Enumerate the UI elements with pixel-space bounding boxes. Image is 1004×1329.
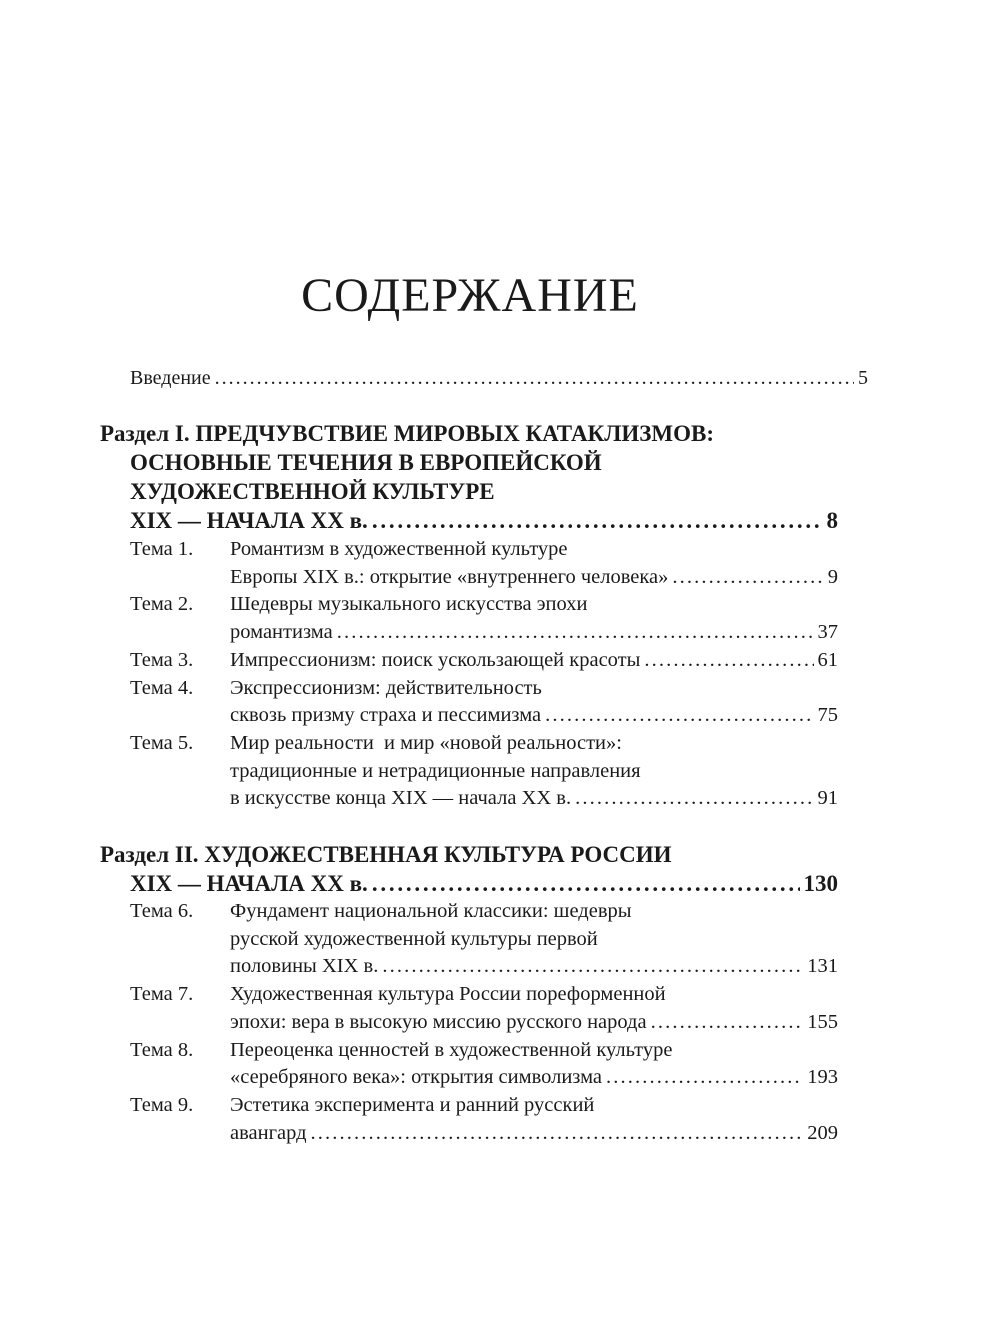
topic-line: Фундамент национальной классики: шедевры — [230, 900, 632, 922]
topic-label: Тема 9. — [130, 1093, 194, 1116]
page-number: 5 — [858, 367, 868, 389]
topic-label: Тема 2. — [130, 593, 194, 616]
toc-topic-7[interactable] — [100, 981, 838, 1036]
topic-line: авангард — [230, 1121, 307, 1144]
topic-line: романтизма — [230, 621, 333, 644]
toc-topic-1[interactable] — [100, 536, 838, 591]
dot-leader — [215, 364, 854, 392]
topic-line: Переоценка ценностей в художественной культуре — [230, 1038, 673, 1061]
topic-list-1 — [100, 536, 838, 813]
dot-leader — [606, 1064, 803, 1092]
topic-label: Тема 3. — [130, 648, 194, 671]
section-heading-line: ХУДОЖЕСТВЕННОЙ КУЛЬТУРЕ — [130, 479, 495, 504]
toc-topic-4[interactable] — [100, 675, 838, 730]
section-heading-line: Раздел I. ПРЕДЧУВСТВИЕ МИРОВЫХ КАТАКЛИЗМОВ: — [100, 421, 715, 446]
section-heading-line: ОСНОВНЫЕ ТЕЧЕНИЯ В ЕВРОПЕЙСКОЙ — [130, 450, 602, 475]
dot-leader — [372, 506, 823, 535]
topic-label: Тема 5. — [130, 731, 194, 754]
dot-leader — [382, 953, 803, 981]
page-title: СОДЕРЖАНИЕ — [301, 269, 639, 322]
toc-entry-intro[interactable] — [100, 364, 868, 392]
page-number: 8 — [826, 508, 838, 533]
dot-leader — [372, 869, 800, 898]
topic-line: Экспрессионизм: действительность — [230, 676, 542, 699]
section-heading-line: XIX — НАЧАЛА XX в. — [130, 508, 368, 533]
dot-leader — [337, 619, 814, 647]
page-number: 9 — [827, 565, 838, 588]
topic-label: Тема 4. — [130, 676, 194, 699]
topic-line: «серебряного века»: открытия символизма — [230, 1066, 603, 1089]
dot-leader — [672, 564, 823, 592]
topic-line: Художественная культура России пореформенной — [230, 983, 666, 1006]
page-number: 130 — [803, 871, 838, 896]
toc-topic-6[interactable] — [100, 898, 838, 981]
topic-label: Тема 1. — [130, 538, 194, 560]
toc-topic-9[interactable] — [100, 1092, 838, 1147]
topic-line: в искусстве конца XIX — начала XX в. — [230, 787, 572, 810]
topic-line: сквозь призму страха и пессимизма — [230, 704, 542, 727]
topic-line: Мир реальности и мир «новой реальности»: — [230, 731, 622, 754]
topic-line: Импрессионизм: поиск ускользающей красоты — [230, 648, 641, 671]
topic-line: традиционные и нетрадиционные направления — [230, 759, 641, 782]
topic-line: русской художественной культуры первой — [230, 927, 598, 950]
page-number: 131 — [807, 955, 838, 978]
page-number: 209 — [807, 1121, 838, 1144]
toc-section-2[interactable] — [100, 840, 838, 898]
toc-section-1[interactable] — [100, 419, 838, 535]
toc-topic-5[interactable] — [100, 730, 838, 813]
section-heading-line: XIX — НАЧАЛА XX в. — [130, 871, 368, 896]
dot-leader — [644, 647, 813, 675]
topic-line: эпохи: вера в высокую миссию русского народа — [230, 1010, 647, 1033]
entry-label: Введение — [130, 367, 211, 389]
page-number: 61 — [817, 648, 838, 671]
topic-label: Тема 7. — [130, 983, 194, 1006]
section-heading-line: Раздел II. ХУДОЖЕСТВЕННАЯ КУЛЬТУРА РОССИИ — [100, 842, 672, 867]
topic-line: Европы XIX в.: открытие «внутреннего человека» — [230, 565, 669, 588]
topic-line: Эстетика эксперимента и ранний русский — [230, 1093, 595, 1116]
topic-list-2 — [100, 898, 838, 1147]
toc-topic-3[interactable] — [100, 647, 838, 675]
topic-line: Романтизм в художественной культуре — [230, 538, 568, 560]
topic-label: Тема 8. — [130, 1038, 194, 1061]
topic-line: Шедевры музыкального искусства эпохи — [230, 593, 588, 616]
dot-leader — [311, 1120, 804, 1148]
toc-topic-2[interactable] — [100, 591, 838, 646]
dot-leader — [651, 1009, 804, 1037]
dot-leader — [575, 785, 813, 813]
page-number: 193 — [807, 1066, 838, 1089]
toc-topic-8[interactable] — [100, 1037, 838, 1092]
topic-line: половины XIX в. — [230, 955, 379, 978]
page-number: 37 — [817, 621, 838, 644]
page-number: 155 — [807, 1010, 838, 1033]
dot-leader — [545, 702, 813, 730]
page-number: 91 — [817, 787, 838, 810]
page-number: 75 — [817, 704, 838, 727]
topic-label: Тема 6. — [130, 900, 194, 922]
